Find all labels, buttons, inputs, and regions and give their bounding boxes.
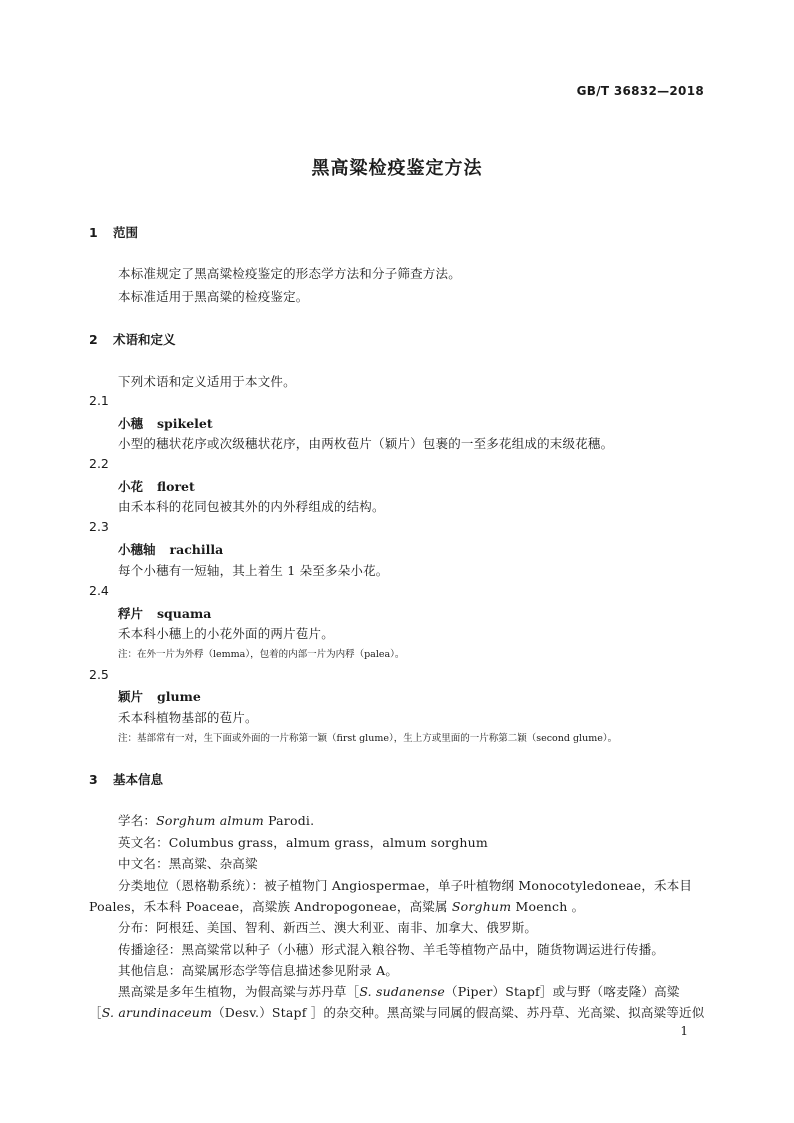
description: 黑高粱是多年生植物，为假高粱与苏丹草［S. sudanense（Piper）Stapf］或与野（喀麦隆）高粱 [118,984,680,999]
term-heading: 颖片 glume [118,689,201,704]
term-number: 2.2 [89,456,109,471]
term-number: 2.1 [89,393,109,408]
term-heading: 稃片 squama [118,606,212,621]
term-note: 注：在外一片为外稃（lemma），包着的内部一片为内稃（palea）。 [118,649,405,660]
term-definition: 小型的穗状花序或次级穗状花序，由两枚苞片（颖片）包裹的一至多花组成的末级花穗。 [118,436,614,451]
section-heading-scope: 1 范围 [89,225,139,240]
other-info: 其他信息：高粱属形态学等信息描述参见附录 A。 [118,963,399,978]
terms-intro: 下列术语和定义适用于本文件。 [118,374,296,389]
term-heading: 小穗 spikelet [118,416,213,431]
term-definition: 禾本科小穗上的小花外面的两片苞片。 [118,626,334,641]
section-heading-basic-info: 3 基本信息 [89,772,164,787]
term-note: 注：基部常有一对，生下面或外面的一片称第一颖（first glume），生上方或里面的一片称第二颖（second glume）。 [118,733,618,744]
distribution: 分布：阿根廷、美国、智利、新西兰、澳大利亚、南非、加拿大、俄罗斯。 [118,920,538,935]
term-definition: 禾本科植物基部的苞片。 [118,710,258,725]
term-number: 2.4 [89,583,109,598]
term-heading: 小花 floret [118,479,195,494]
classification-cont: Poales，禾本科 Poaceae，高粱族 Andropogoneae，高粱属 Sorghum Moench 。 [89,899,585,914]
term-definition: 每个小穗有一短轴，其上着生 1 朵至多朵小花。 [118,563,389,578]
term-number: 2.3 [89,519,109,534]
term-heading: 小穗轴 rachilla [118,542,224,557]
term-number: 2.5 [89,667,109,682]
page-number: 1 [680,1024,688,1038]
english-name: 英文名：Columbus grass，almum grass，almum sorghum [118,835,488,850]
standard-number: GB/T 36832—2018 [576,84,704,98]
scientific-name: 学名：Sorghum almum Parodi. [118,813,315,828]
section-heading-terms: 2 术语和定义 [89,332,176,347]
spread-pathway: 传播途径：黑高粱常以种子（小穗）形式混入粮谷物、羊毛等植物产品中，随货物调运进行传播。 [118,942,665,957]
term-definition: 由禾本科的花同包被其外的内外稃组成的结构。 [118,499,385,514]
page-title: 黑高粱检疫鉴定方法 [311,158,483,179]
scope-paragraph: 本标准规定了黑高粱检疫鉴定的形态学方法和分子筛查方法。 [118,266,461,281]
chinese-name: 中文名：黑高粱、杂高粱 [118,856,258,871]
scope-paragraph: 本标准适用于黑高粱的检疫鉴定。 [118,289,309,304]
description-cont: ［S. arundinaceum（Desv.）Stapf ］的杂交种。黑高粱与同属的假高粱、苏丹草、光高粱、拟高粱等近似 [89,1005,705,1020]
classification: 分类地位（恩格勒系统）：被子植物门 Angiospermae，单子叶植物纲 Monocotyledoneae，禾本目 [118,878,693,893]
